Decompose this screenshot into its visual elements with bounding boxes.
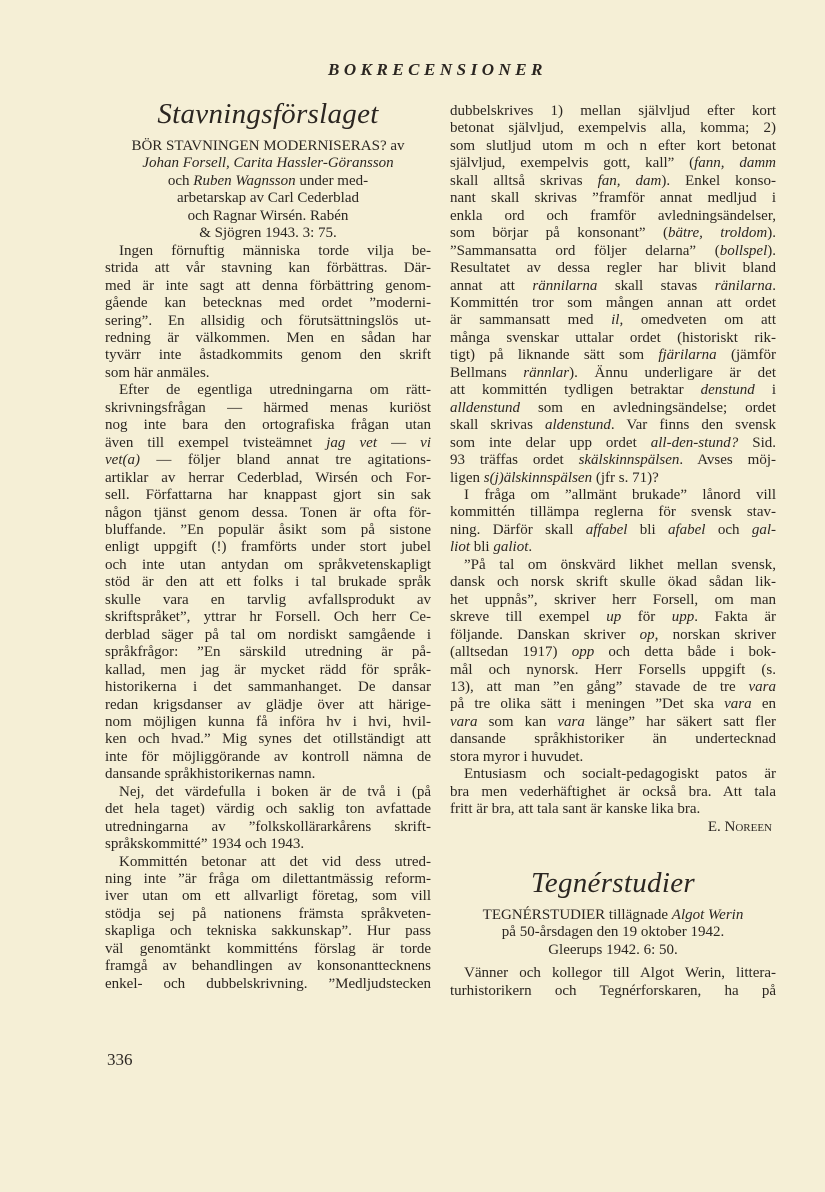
italic-text: liot [450,539,471,556]
review-body [450,965,776,1000]
text: sering”. En allsidig och förutsättningslös ut- [105,312,431,329]
text: skreve till exempel [450,609,607,626]
text: någon tjänst genom dessa. Tonen är ofta för- [105,504,431,521]
text-line [105,906,431,923]
italic-text: il, [611,312,624,329]
text: Resultatet av dessa regler har blivit bland [450,260,776,277]
text: enligt uppgift (!) framförts under stort jubel [105,539,431,556]
italic-text: galiot [493,539,529,556]
text-line [105,278,431,295]
text: nom möjligen kunna få införa hv i hvi, hvil- [105,713,431,730]
text-line [450,766,776,783]
text: på 50-årsdagen den 19 oktober 1942. [501,924,725,941]
text-line [450,714,776,731]
text: utredningarna av ”folkskollärarkårens skrift- [105,818,431,835]
text-line [105,470,431,487]
italic-text: rännlar [523,364,570,381]
text: Nej, det värdefulla i boken är de två i (på [119,783,431,800]
text: som kan [477,713,558,730]
bib-line [450,942,776,959]
text: derblad säger på tal om nordiskt samgående i [105,626,431,643]
text-line [105,679,431,696]
bib-line [450,924,776,941]
italic-text: affabel [585,521,628,538]
text-line [105,801,431,818]
text: . Avses möj- [679,452,776,469]
text: och [167,172,194,189]
text-line [450,382,776,399]
text-line [105,871,431,888]
italic-text: s(j)älskinnspälsen [483,469,593,486]
text-line [450,801,776,818]
text: är sammansatt med [450,312,612,329]
text-line [450,731,776,748]
text: fritt är bra, att tala sant är kanske lika bra. [450,801,701,818]
text-line [105,644,431,661]
text-line [450,400,776,417]
text-line [105,260,431,277]
text: bra men vederhäftighet är också bra. Att tala [450,783,776,800]
text: skriftspråket”, yttrar hr Forsell. Och herr Ce- [105,609,431,626]
text-line [450,965,776,982]
text-line [105,958,431,975]
text-line [105,976,431,993]
text: som inte delar upp ordet [450,434,651,451]
text-line [105,574,431,591]
text-line [105,766,431,783]
text: 13), att man ”en gång” stavade de tre [450,678,749,695]
text: länge” har säkert satt fler [584,713,776,730]
text-line [105,347,431,364]
text-line [105,505,431,522]
text-line [450,662,776,679]
text-line [105,697,431,714]
page-number: 336 [107,1050,133,1069]
text: skall skrivas [450,417,546,434]
text: språkskommitté” 1934 och 1943. [105,836,305,853]
italic-text: gal- [751,521,776,538]
text: skall alltså skrivas [450,172,598,189]
text: Gleerups 1942. 6: 50. [548,941,678,958]
text-line [105,243,431,260]
text: enkla ord och framför avledningsändelser, [450,207,776,224]
text: . [528,539,533,556]
text: strida att vår stavning kan förbättras. Där- [105,260,431,277]
italic-text: ränilarna [714,277,773,294]
text: självljud, exempelvis gott, kall” ( [450,155,695,172]
text-line [105,313,431,330]
text-line [450,208,776,225]
italic-text: opp [571,644,595,661]
italic-text: bätre, troldom [668,225,768,242]
text: även till exempel tvisteämnet [105,434,327,451]
bib-line [105,173,431,190]
text-line [450,609,776,626]
italic-text: bollspel [719,242,768,259]
text-line [450,557,776,574]
text: Sid. [738,434,776,451]
text: inte för möjliggörande av kontroll nämna de [105,748,431,765]
text-line [450,155,776,172]
right-column [450,103,776,1000]
text-line [450,592,776,609]
text: och Ragnar Wirsén. Rabén [187,207,349,224]
text-line [105,941,431,958]
text: stora myror i huvudet. [450,748,584,765]
text: (jämför [716,347,777,364]
text-line [450,696,776,713]
text: 93 träffas ordet [450,452,579,469]
bibliographic-entry [450,907,776,959]
italic-text: fjärilarna [658,347,717,364]
text: — [377,434,421,451]
italic-text: vara [557,713,585,730]
italic-text: rännilarna [532,277,598,294]
text: Ingen förnuftig människa torde vilja be- [119,242,431,259]
text: bli [470,539,494,556]
left-column [105,94,431,993]
text: bli [627,521,668,538]
text: bluffande. ”En populär åsikt som på sistone [105,521,431,538]
text-line [105,400,431,417]
text-line [105,539,431,556]
text: . Var finns den svensk [610,417,777,434]
text: skulle vara en tarvlig avfallsprodukt av [105,591,431,608]
text-line [105,330,431,347]
text-line [450,173,776,190]
italic-text: up [606,609,622,626]
text: redan krigsdanser av glädje över att härige- [105,696,431,713]
italic-text: fann, damm [694,155,776,172]
text: tyvärr inte åstadkommits genom den skrift [105,347,431,364]
text: att kommittén tydligen betraktar [450,382,701,399]
italic-text: Ruben Wagnsson [193,172,296,189]
text: enkel- och dubbelskrivning. ”Medljudstecken [105,975,431,992]
text-line [450,312,776,329]
italic-text: Algot Werin [671,907,744,924]
bib-line [105,138,431,155]
text: språkfrågor: ”En särskild utredning är på- [105,644,431,661]
text: och [705,521,752,538]
italic-text: vi [420,434,431,451]
italic-text: jag vet [326,434,377,451]
text-line [105,382,431,399]
text-line [450,138,776,155]
text-line [450,365,776,382]
text: I fråga om ”allmänt brukade” lånord vill [464,486,776,503]
italic-text: vet(a) [105,452,140,469]
text: omedveten om att [623,312,777,329]
text: betonat självljud, exempelvis alla, komma; 2) [450,120,776,137]
text-line [105,749,431,766]
text: . Fakta är [694,609,776,626]
text: skrivningsfrågan — härmed menas kuriöst [105,399,431,416]
text-line [105,452,431,469]
text: ken och hvad.” Mig synes det otillständigt att [105,731,431,748]
text: nant skall skrivas ”framför annat medljud i [450,190,776,207]
text: en [751,696,776,713]
italic-text: all-den-stund? [650,434,739,451]
text: Bellmans [450,364,524,381]
text: stöd är den att ett folks i tal brukade språk [105,574,431,591]
text: under med- [295,172,369,189]
text: artiklar av herrar Cederblad, Wirsén och For- [105,469,431,486]
text: ). [767,225,776,242]
text: Efter de egentliga utredningarna om rätt- [119,382,431,399]
paragraph [105,243,431,383]
text: ). [767,242,776,259]
text: tigt) på liknande sätt som [450,347,659,364]
text: kommittén tillämpa reglerna för svensk stav- [450,504,776,521]
italic-text: skälskinnspälsen [578,452,680,469]
paragraph [105,854,431,994]
text: & Sjögren 1943. 3: 75. [199,225,337,242]
paragraph [450,103,776,487]
review-body [105,243,431,993]
text: nog inte bara den ortografiska frågan utan [105,417,431,434]
text: dansk och norsk skrift skulle ökad sådan lik- [450,574,776,591]
text-line [450,539,776,556]
italic-text: fan, dam [597,172,662,189]
text: skall stavas [597,277,715,294]
text: väl genomtänkt kommitténs förslag är torde [105,940,431,957]
text: mål och nynorsk. Herr Forsells uppgift (s. [450,661,776,678]
text-line [105,714,431,731]
text: dansande språkhistorikernas namn. [105,766,316,783]
text: ning. Därför skall [450,521,586,538]
text-line [450,983,776,1000]
review-title: Stavningsförslaget [157,98,379,130]
text: iver utan om ett allvarligt företag, som vill [105,888,431,905]
text: på tre olika sätt i meningen ”Det ska [450,696,725,713]
italic-text: afabel [667,521,706,538]
text: och detta både i bok- [594,644,776,661]
review-title: Tegnérstudier [531,867,695,900]
text: BÖR STAVNINGEN MODERNISERAS? av [131,138,405,154]
text-line [450,644,776,661]
text: som börjar på konsonant” ( [450,225,669,242]
text-line [450,749,776,766]
text-line [105,592,431,609]
review-body-continued [450,103,776,819]
text-line [450,243,776,260]
text-line [450,522,776,539]
text-line [105,784,431,801]
text: arbetarskap av Carl Cederblad [177,190,359,207]
text: dansande språkhistoriker än undertecknad [450,731,776,748]
text: (alltsedan 1917) [450,644,572,661]
text-line [105,487,431,504]
italic-text: aldenstund [545,417,611,434]
text: ligen [450,469,484,486]
text: gående kan betecknas med ordet ”moderni- [105,295,431,312]
text: norskan skriver [658,626,776,643]
text: följande. Danskan skriver [450,626,640,643]
paragraph [450,766,776,818]
paragraph [105,382,431,783]
italic-text: denstund [700,382,755,399]
text-line [105,836,431,853]
text: som här anmäles. [105,364,210,381]
text-line [450,435,776,452]
italic-text: vara [450,713,478,730]
bib-line [105,190,431,207]
text: Vänner och kollegor till Algot Werin, littera- [464,965,776,982]
text: ”På tal om önskvärd likhet mellan svensk, [464,556,776,573]
text: ). Enkel konso- [661,172,776,189]
text: annat att [450,277,533,294]
text-line [450,330,776,347]
text-line [105,627,431,644]
text: dubbelskrives 1) mellan självljud efter kort [450,103,776,119]
text: Entusiasm och socialt-pedagogiskt patos är [464,766,776,783]
text: det hela taget) värdig och saklig ton avfattade [105,801,431,818]
text: Kommittén betonar att det vid dess utred- [119,853,431,870]
text-line [450,417,776,434]
text-line [105,365,431,382]
paragraph [450,557,776,766]
text: och inte utan antydan om språkvetenskapligt [105,556,431,573]
italic-text: upp [671,609,695,626]
text: ). Ännu underligare är det [569,364,776,381]
text-line [450,627,776,644]
bib-line [105,208,431,225]
text-line [450,278,776,295]
text: het uppnås”, skriver herr Forsell, om man [450,591,776,608]
text-line [105,435,431,452]
text-line [450,120,776,137]
text-line [105,522,431,539]
italic-text: op, [639,626,659,643]
text-line [105,888,431,905]
text: turhistorikern och Tegnérforskaren, ha på [450,982,776,999]
text: sell. Författarna har knappast gjort sin sak [105,487,431,504]
text: som en avledningsändelse; ordet [520,399,776,416]
text-line [450,260,776,277]
paragraph [105,784,431,854]
text: många svenskar uttalar ordet (historiskt rik- [450,329,776,346]
text: — följer bland annat tre agitations- [139,452,431,469]
text-line [450,452,776,469]
text: stödja sej på nationens främsta språkveten- [105,905,431,922]
text-line [450,679,776,696]
text-line [105,609,431,626]
text: för [621,609,672,626]
text-line [105,923,431,940]
text-line [450,504,776,521]
reviewer-signature: E. Noreen [707,818,772,835]
paragraph [450,965,776,1000]
text: ning inte ”är fråga om dilettantmässig reform- [105,871,431,888]
text-line [105,854,431,871]
text-line [450,487,776,504]
italic-text: alldenstund [450,399,520,416]
bib-line [450,907,776,924]
italic-text: vara [724,696,752,713]
paragraph [450,487,776,557]
text: framgå av behandlingen av konsonanttecknens [105,958,431,975]
text: TEGNÉRSTUDIER tillägnade [482,907,672,924]
text: . [772,277,776,294]
bib-line [105,155,431,172]
italic-text: vara [748,678,776,695]
text: (jfr s. 71)? [592,469,659,486]
running-header: BOKRECENSIONER [328,60,547,79]
text-line [450,784,776,801]
text-line [450,347,776,364]
text: som slutljud utom m och n efter kort betonat [450,137,776,154]
text-line [105,819,431,836]
text: kallad, men jag är mycket rädd för språk- [105,661,431,678]
text: med är inte sagt att denna förbättring genom- [105,277,431,294]
text-line [450,225,776,242]
text-line [105,295,431,312]
text: skapliga och tekniska sakkunskap”. Hur pass [105,923,431,940]
text-line [105,731,431,748]
text: Kommittén tror som mången annan att ordet [450,294,776,311]
text-line [105,417,431,434]
text-line [105,557,431,574]
text: i [754,382,776,399]
text-line [450,103,776,120]
text: redning är välkommen. Men en sådan har [105,329,431,346]
text-line [450,470,776,487]
bib-line [105,225,431,242]
text-line [450,295,776,312]
italic-text: Johan Forsell, Carita Hassler-Göransson [142,155,394,172]
text-line [450,190,776,207]
text-line [105,662,431,679]
text: historikerna i det sammanhanget. De dansar [105,679,431,696]
text: ”Sammansatta ord följer delarna” ( [450,242,720,259]
bibliographic-entry [105,138,431,243]
text-line [450,574,776,591]
